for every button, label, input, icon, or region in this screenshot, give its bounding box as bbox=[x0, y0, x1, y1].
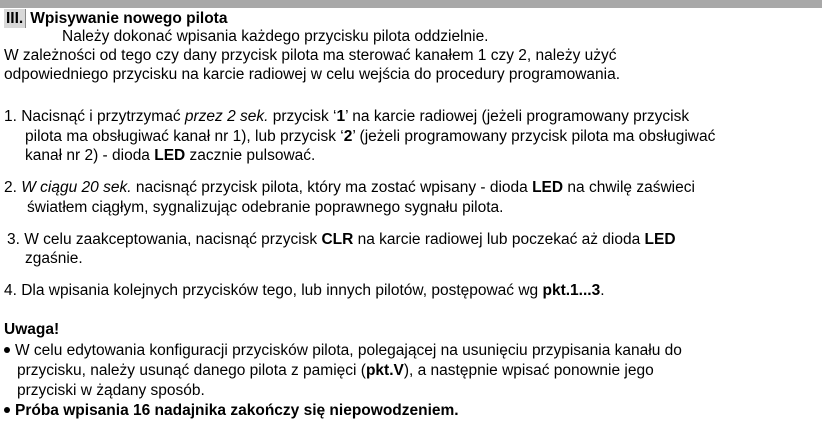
step-3-line-1 bbox=[7, 230, 676, 249]
step-key: 1 bbox=[336, 108, 346, 125]
step-text: . bbox=[600, 282, 605, 299]
warning-ref: pkt.V bbox=[365, 362, 404, 379]
warning-bullet-1-line-1 bbox=[4, 341, 682, 360]
warning-bullet-2 bbox=[4, 401, 459, 420]
step-3-line-2: zgaśnie. bbox=[25, 250, 83, 267]
step-text: na chwilę zaświeci bbox=[563, 179, 695, 196]
step-key: LED bbox=[644, 231, 676, 248]
section-header bbox=[4, 8, 227, 28]
warning-bullet-1-line-2 bbox=[17, 361, 654, 380]
step-4-line-1 bbox=[4, 281, 605, 300]
step-1-line-3 bbox=[25, 146, 315, 165]
step-2-line-1 bbox=[4, 178, 695, 197]
step-text: kanał nr 2) - dioda bbox=[25, 147, 155, 164]
warning-text: W celu edytowania konfiguracji przycisków pilota, polegającej na usunięciu przypisania kanału do bbox=[15, 342, 682, 359]
step-emphasis: przez 2 sek. bbox=[184, 108, 269, 125]
step-text: 2. bbox=[4, 179, 22, 196]
section-title: Wpisywanie nowego pilota bbox=[30, 9, 228, 27]
warning-text: przycisku, należy usunąć danego pilota z pamięci ( bbox=[17, 362, 366, 379]
step-1-line-1 bbox=[4, 107, 689, 126]
warning-text: ), a następnie wpisać ponownie jego bbox=[403, 362, 654, 379]
step-text: nacisnąć przycisk pilota, który ma zostać wpisany - dioda bbox=[131, 179, 533, 196]
step-text: 4. Dla wpisania kolejnych przycisków tego, lub innych pilotów, postępować wg bbox=[4, 282, 543, 299]
intro-line-1: Należy dokonać wpisania każdego przycisku pilota oddzielnie. bbox=[62, 28, 489, 45]
bullet-icon bbox=[4, 407, 10, 413]
step-key: pkt.1...3 bbox=[542, 282, 601, 299]
step-text: na karcie radiowej lub poczekać aż dioda bbox=[353, 231, 645, 248]
warning-heading: Uwaga! bbox=[4, 321, 60, 338]
step-key: LED bbox=[532, 179, 564, 196]
step-text: przycisk ‘ bbox=[268, 108, 337, 125]
step-text: zacznie pulsować. bbox=[185, 147, 316, 164]
step-key: LED bbox=[154, 147, 186, 164]
step-text: 3. W celu zaakceptowania, nacisnąć przycisk bbox=[7, 231, 322, 248]
step-text: ’ (jeżeli programowany przycisk pilota ma obsługiwać bbox=[352, 128, 716, 145]
step-key: CLR bbox=[321, 231, 354, 248]
step-2-line-2: światłem ciągłym, sygnalizując odebranie poprawnego sygnału pilota. bbox=[27, 199, 504, 216]
bullet-icon bbox=[4, 347, 10, 353]
warning-bullet-1-line-3: przyciski w żądany sposób. bbox=[17, 382, 205, 399]
step-emphasis: W ciągu 20 sek. bbox=[21, 179, 132, 196]
warning-text: Próba wpisania 16 nadajnika zakończy się niepowodzeniem. bbox=[15, 402, 459, 419]
step-1-line-2 bbox=[25, 127, 715, 146]
step-text: pilota ma obsługiwać kanał nr 1), lub przycisk ‘ bbox=[25, 128, 344, 145]
top-bar bbox=[0, 0, 822, 8]
step-key: 2 bbox=[343, 128, 353, 145]
intro-line-3: odpowiedniego przycisku na karcie radiowej w celu wejścia do procedury programowania. bbox=[4, 66, 621, 83]
step-text: ’ na karcie radiowej (jeżeli programowany przycisk bbox=[345, 108, 690, 125]
step-text: 1. Nacisnąć i przytrzymać bbox=[4, 108, 185, 125]
section-number: III. bbox=[4, 9, 26, 28]
intro-line-2: W zależności od tego czy dany przycisk pilota ma sterować kanałem 1 czy 2, należy użyć bbox=[4, 47, 617, 64]
